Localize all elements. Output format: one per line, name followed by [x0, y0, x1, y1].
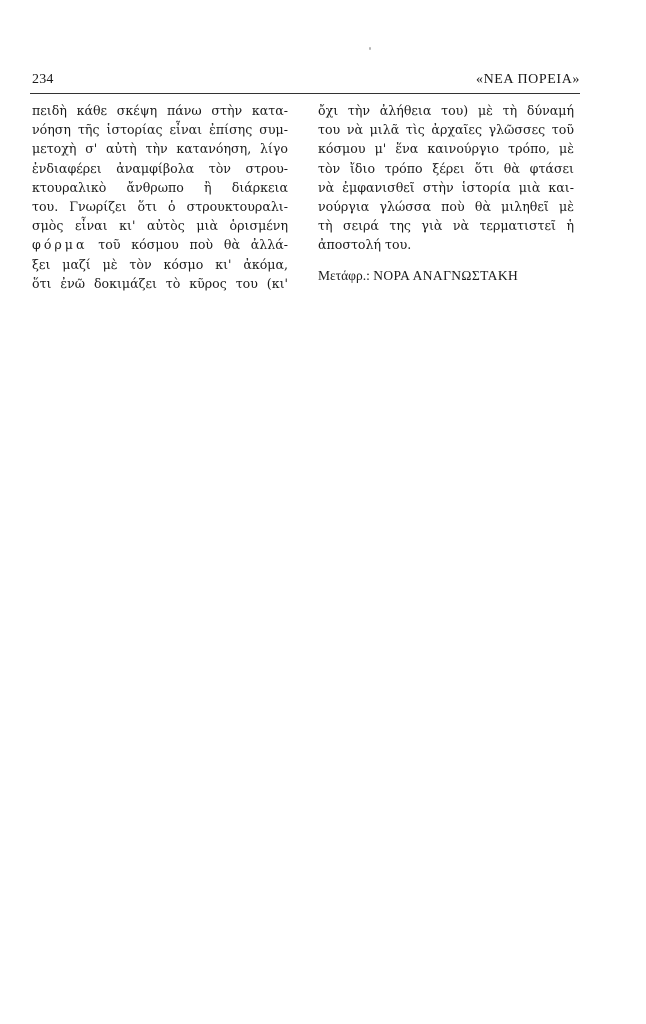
- text-line: του νὰ μιλᾶ τὶς ἀρχαῖες γλῶσσες τοῦ: [318, 122, 574, 138]
- text-line: πειδὴ κάθε σκέψη πάνω στὴν κατα-: [32, 103, 288, 118]
- text-line: [32, 255, 288, 274]
- text-line: σμὸς εἶναι κι' αὐτὸς μιὰ ὁρισμένη: [32, 218, 288, 234]
- spaced-emphasis-word: φόρμα: [32, 237, 88, 253]
- text-line: κτουραλικὸ ἄνθρωπο ἢ διάρκεια: [32, 179, 288, 195]
- left-text-column: [32, 101, 288, 293]
- text-line: τὸν ἴδιο τρόπο ξέρει ὅτι θὰ φτάσει: [318, 160, 574, 176]
- credit-label: Μετάφρ.:: [318, 268, 370, 283]
- text-line: κόσμου μ' ἕνα καινούργιο τρόπο, μὲ: [318, 141, 574, 157]
- text-line: ἐνδιαφέρει ἀναμφίβολα τὸν στρου-: [32, 160, 288, 176]
- paper-speck: [369, 47, 371, 50]
- text-line: ὄχι τὴν ἀλήθεια του) μὲ τὴ δύναμή: [318, 103, 574, 118]
- right-text-column: [318, 101, 574, 255]
- text-line-start: ξει μαζί: [32, 256, 91, 272]
- page-header: [30, 72, 580, 92]
- running-title: «ΝΕΑ ΠΟΡΕΙΑ»: [475, 72, 580, 87]
- translator-credit: [318, 268, 580, 284]
- text-line-rest: τοῦ κόσμου ποὺ θὰ ἀλλά-: [98, 237, 288, 253]
- text-line-end: μὲ τὸν κόσμο κι' ἀκόμα,: [102, 256, 288, 272]
- text-line-spaced: [32, 235, 288, 254]
- header-rule: [30, 93, 580, 94]
- text-line: νὰ ἐμφανισθεῖ στὴν ἱστορία μιὰ και-: [318, 179, 574, 195]
- page-number: 234: [32, 72, 54, 87]
- text-line: μετοχὴ σ' αὐτὴ τὴν κατανόηση, λίγο: [32, 141, 288, 157]
- translator-name: ΝΟΡΑ ΑΝΑΓΝΩΣΤΑΚΗ: [373, 268, 519, 283]
- text-line: νόηση τῆς ἱστορίας εἶναι ἐπίσης συμ-: [32, 122, 288, 138]
- text-line: ὅτι ἐνῶ δοκιμάζει τὸ κῦρος του (κι': [32, 275, 288, 291]
- text-line: νούργια γλώσσα ποὺ θὰ μιληθεῖ μὲ: [318, 198, 574, 214]
- text-line: του. Γνωρίζει ὅτι ὁ στρουκτουραλι-: [32, 198, 288, 214]
- text-line: ἀποστολή του.: [318, 237, 412, 253]
- text-line: τὴ σειρά της γιὰ νὰ τερματιστεῖ ἡ: [318, 218, 574, 234]
